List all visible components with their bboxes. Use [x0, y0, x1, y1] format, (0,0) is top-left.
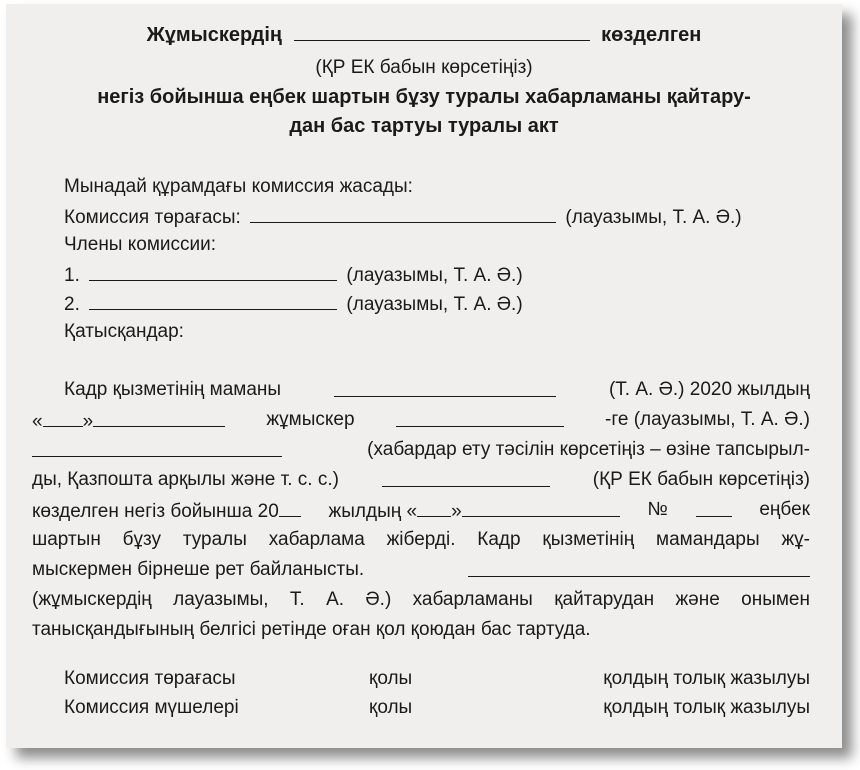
chair-suffix: (лауазымы, Т. А. Ә.): [565, 207, 742, 228]
body-line-7: [32, 558, 810, 582]
employment-label: еңбек: [759, 499, 810, 520]
year-group: [32, 498, 301, 524]
signature-sign-members: қолы: [369, 697, 413, 718]
signature-full-members: қолдың толық жазылуы: [603, 697, 810, 718]
signature-full-chair: қолдың толық жазылуы: [603, 668, 810, 689]
title-line-1: [6, 20, 842, 51]
hr-specialist-blank: [334, 378, 556, 397]
member-1-suffix: (лауазымы, Т. А. Ә.): [346, 265, 523, 286]
chair-blank: [250, 204, 556, 223]
commission-chair-line: [64, 204, 742, 230]
body-line-4-text: ды, Қазпошта арқылы және т. с. с.): [32, 469, 339, 490]
close-quote-2: »: [451, 501, 462, 522]
worker-blank: [396, 408, 564, 427]
month-blank: [93, 408, 225, 427]
body-line-1: [64, 378, 810, 402]
hr-specialist-label: Кадр қызметінің маманы: [64, 379, 282, 400]
body-line-1-tail: (Т. А. Ә.) 2020 жылдың: [608, 379, 810, 400]
member-1-number: 1.: [64, 265, 80, 286]
body-line-4: [32, 468, 810, 492]
body-line-6: шартын бұзу туралы хабарлама жіберді. Кадр қызметінің мамандары жұ-: [32, 529, 810, 550]
body-line-9: танысқандығының белгісі ретінде оған қол қоюдан бас тартуда.: [32, 619, 591, 640]
body-line-4-tail: (ҚР ЕК бабын көрсетіңіз): [592, 469, 810, 490]
body-line-2-tail: -ге (лауазымы, Т. А. Ә.): [605, 409, 810, 430]
commission-intro: Мынадай құрамдағы комиссия жасады:: [64, 176, 413, 197]
member-2-blank: [89, 291, 337, 310]
body-line-7-text: мыскермен бірнеше рет байланысты.: [32, 559, 365, 580]
title-worker-label: Жұмыскердің: [146, 24, 283, 46]
chair-label: Комиссия төрағасы:: [64, 207, 241, 228]
open-quote: «: [32, 411, 43, 432]
signature-role-members: Комиссия мүшелері: [64, 697, 239, 718]
member-1-line: [64, 262, 523, 288]
date-group-2: [329, 498, 620, 524]
member-2-suffix: (лауазымы, Т. А. Ә.): [346, 294, 523, 315]
body-line-5: [32, 498, 810, 524]
year-label: жылдың «: [328, 501, 418, 522]
title-line-2: (ҚР ЕК бабын көрсетіңіз): [315, 57, 533, 78]
position-blank: [32, 438, 282, 457]
body-line-3: [32, 438, 810, 462]
close-quote: »: [82, 411, 94, 432]
body-line-3-text: (хабардар ету тәсілін көрсетіңіз – өзіне тапсырыл-: [367, 439, 810, 460]
day-blank: [43, 408, 83, 427]
year-blank: [279, 498, 301, 517]
member-2-line: [64, 291, 523, 317]
participants-label: Қатысқандар:: [64, 321, 184, 342]
number-blank: [696, 498, 732, 517]
title-envisaged-label: көзделген: [601, 24, 702, 46]
signature-role-chair: Комиссия төрағасы: [64, 668, 236, 689]
month-blank-2: [462, 498, 620, 517]
title-line-4: дан бас тартуы туралы акт: [289, 115, 559, 137]
body-line-5-text: көзделген негіз бойынша 20: [32, 501, 279, 522]
date-group: [32, 408, 225, 434]
worker-label: жұмыскер: [266, 409, 355, 430]
body-line-8: (жұмыскердің лауазымы, Т. А. Ә.) хабарламаны қайтарудан және онымен: [32, 589, 810, 610]
member-1-blank: [89, 262, 337, 281]
document-page: [6, 4, 842, 748]
article-blank: [294, 22, 590, 41]
signature-sign-chair: қолы: [369, 668, 413, 689]
body-line-2: [32, 408, 810, 434]
member-2-number: 2.: [64, 294, 80, 315]
day-blank-2: [417, 498, 451, 517]
number-sign: №: [647, 499, 668, 520]
worker-position-blank: [468, 558, 810, 577]
members-label: Члены комиссии:: [64, 234, 217, 255]
title-line-3: негіз бойынша еңбек шартын бұзу туралы хабарламаны қайтару-: [97, 86, 751, 108]
method-blank: [382, 468, 550, 487]
